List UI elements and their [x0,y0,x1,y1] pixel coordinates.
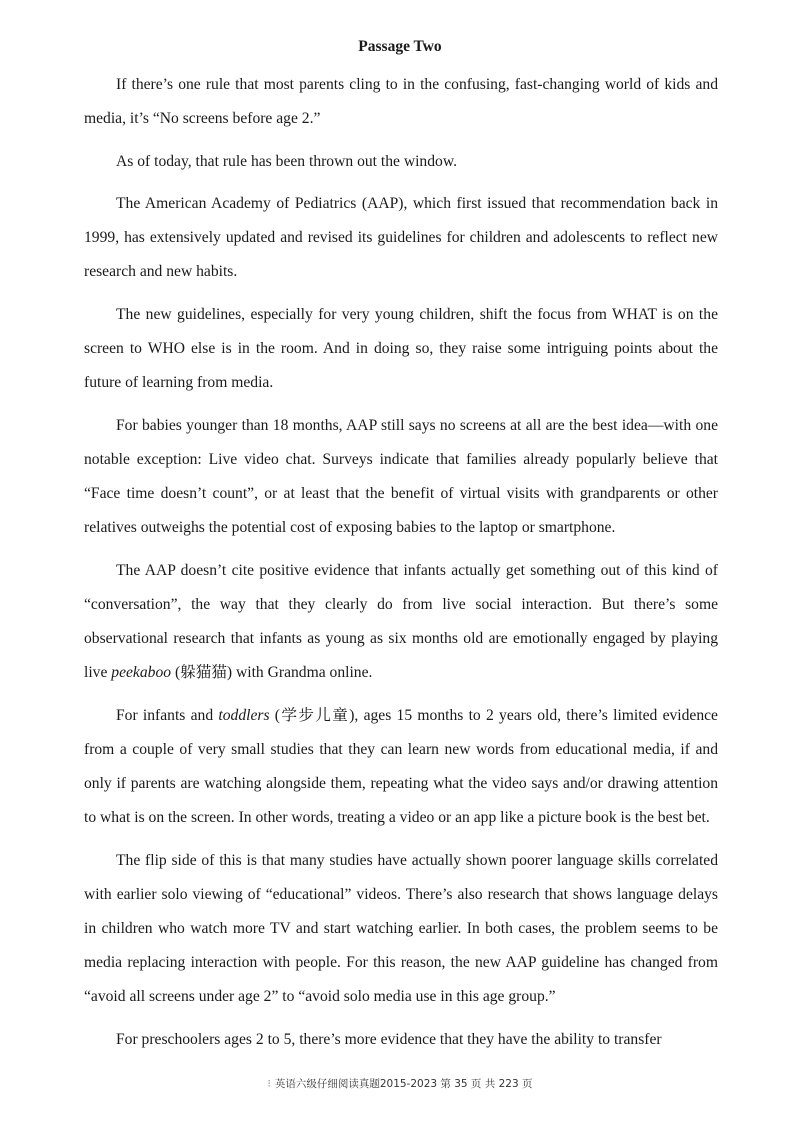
passage-title: Passage Two [358,38,442,55]
paragraph-3: The American Academy of Pediatrics (AAP), which first issued that recommendation back in 1999, has extensively updated and revised its guidelines for children and adolescents to reflect new research and new habits. [84,194,718,281]
passage-body [84,68,718,1057]
paragraph-7-text-after: (学步儿童), ages 15 months to 2 years old, there’s limited evidence from a couple of very small studies that they can learn new words from educational media, if and only if parents are watching alongside them, repeating what the video says and/or drawing attention to what is on the screen. In other words, treating a video or an app like a picture book is the best bet. [84,706,718,827]
paragraph-5: For babies younger than 18 months, AAP still says no screens at all are the best idea—with one notable exception: Live video chat. Surveys indicate that families already popularly believe that “Face time doesn’t count”, or at least that the benefit of virtual visits with grandparents or other relatives outweighs the potential cost of exposing babies to the laptop or smartphone. [84,416,718,537]
paragraph-2: As of today, that rule has been thrown out the window. [116,152,457,170]
term-toddlers: toddlers [218,706,270,724]
paragraph-1: If there’s one rule that most parents cling to in the confusing, fast-changing world of kids and media, it’s “No screens before age 2.” [84,76,718,128]
paragraph-6 [84,554,718,691]
paragraph-6-text-after: (躲猫猫) with Grandma online. [171,664,373,682]
paragraph-6-text-before: The AAP doesn’t cite positive evidence that infants actually get something out of this kind of “conversation”, the way that they clearly do from live social interaction. But there’s some observational research that infants as young as six months old are emotionally engaged by playing live [84,561,718,682]
paragraph-4: The new guidelines, especially for very young children, shift the focus from WHAT is on the screen to WHO else is in the room. And in doing so, they raise some intriguing points about the future of learning from media. [84,305,718,392]
paragraph-7-text-before: For infants and [116,706,219,724]
footer-mark: ⁝ [267,1078,271,1090]
page-footer [0,1076,800,1091]
paragraph-8: The flip side of this is that many studies have actually shown poorer language skills correlated with earlier solo viewing of “educational” videos. There’s also research that shows language delays in children who watch more TV and start watching earlier. In both cases, the problem seems to be media replacing interaction with people. For this reason, the new AAP guideline has changed from “avoid all screens under age 2” to “avoid solo media use in this age group.” [84,851,718,1006]
term-peekaboo: peekaboo [111,664,172,682]
paragraph-9: For preschoolers ages 2 to 5, there’s more evidence that they have the ability to transfer [116,1030,662,1048]
footer-page-info: 英语六级仔细阅读真题2015-2023 第 35 页 共 223 页 [274,1078,533,1090]
paragraph-7 [84,699,718,836]
